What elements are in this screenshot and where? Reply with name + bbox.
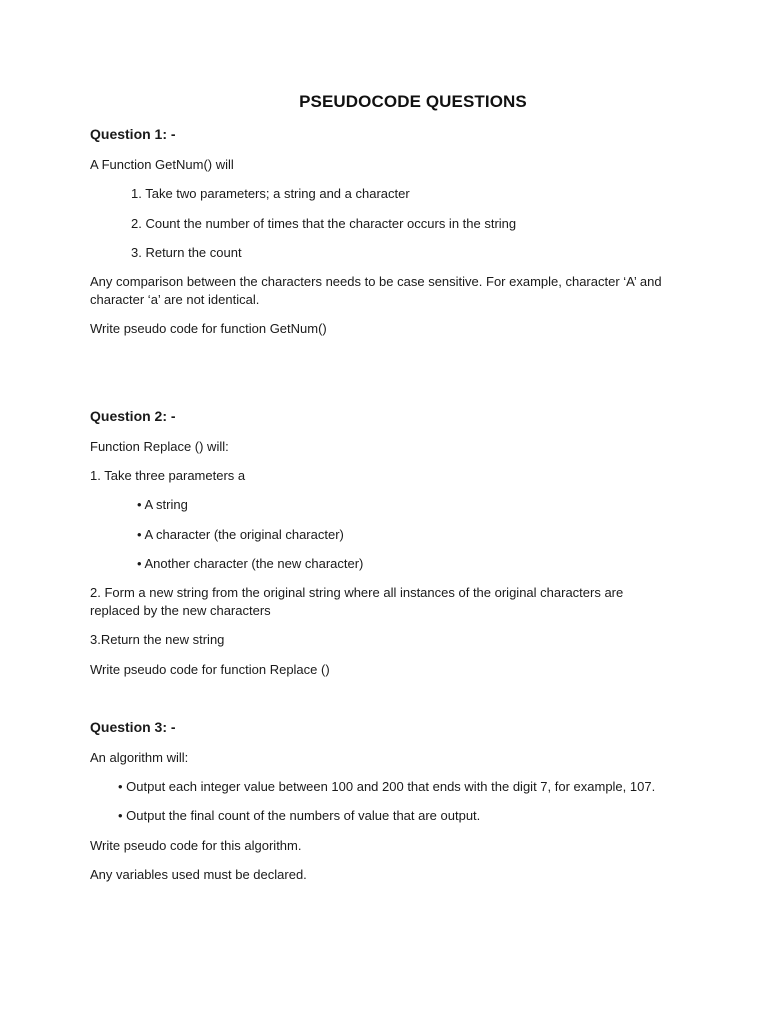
question-3-task: Write pseudo code for this algorithm. — [90, 838, 302, 853]
question-2-step: 1. Take three parameters a — [90, 468, 246, 483]
question-1-step: 2. Count the number of times that the character occurs in the string — [131, 216, 517, 231]
question-1-step: 1. Take two parameters; a string and a character — [131, 186, 410, 201]
question-2-intro: Function Replace () will: — [90, 439, 229, 454]
question-2-step: 3.Return the new string — [90, 632, 225, 647]
question-2-bullet: • A character (the original character) — [137, 527, 344, 542]
question-2-bullet: • A string — [137, 497, 188, 512]
question-3-note: Any variables used must be declared. — [90, 867, 307, 882]
question-2-bullet: • Another character (the new character) — [137, 556, 364, 571]
question-2-step: replaced by the new characters — [90, 603, 271, 618]
question-3-bullet: • Output each integer value between 100 and 200 that ends with the digit 7, for example, 107. — [118, 779, 656, 794]
question-3-bullet: • Output the final count of the numbers of value that are output. — [118, 808, 481, 823]
question-2-task: Write pseudo code for function Replace () — [90, 662, 330, 677]
question-1-heading: Question 1: - — [90, 126, 176, 142]
question-3-heading: Question 3: - — [90, 719, 176, 735]
question-1-step: 3. Return the count — [131, 245, 242, 260]
question-1-task: Write pseudo code for function GetNum() — [90, 321, 327, 336]
question-1-note: character ‘a’ are not identical. — [90, 292, 260, 307]
question-2-heading: Question 2: - — [90, 408, 176, 424]
question-2-step: 2. Form a new string from the original string where all instances of the original characters are — [90, 585, 624, 600]
question-1-intro: A Function GetNum() will — [90, 157, 234, 172]
question-1-note: Any comparison between the characters needs to be case sensitive. For example, character ‘A’ and — [90, 274, 662, 289]
document-title: PSEUDOCODE QUESTIONS — [299, 92, 527, 111]
question-3-intro: An algorithm will: — [90, 750, 189, 765]
